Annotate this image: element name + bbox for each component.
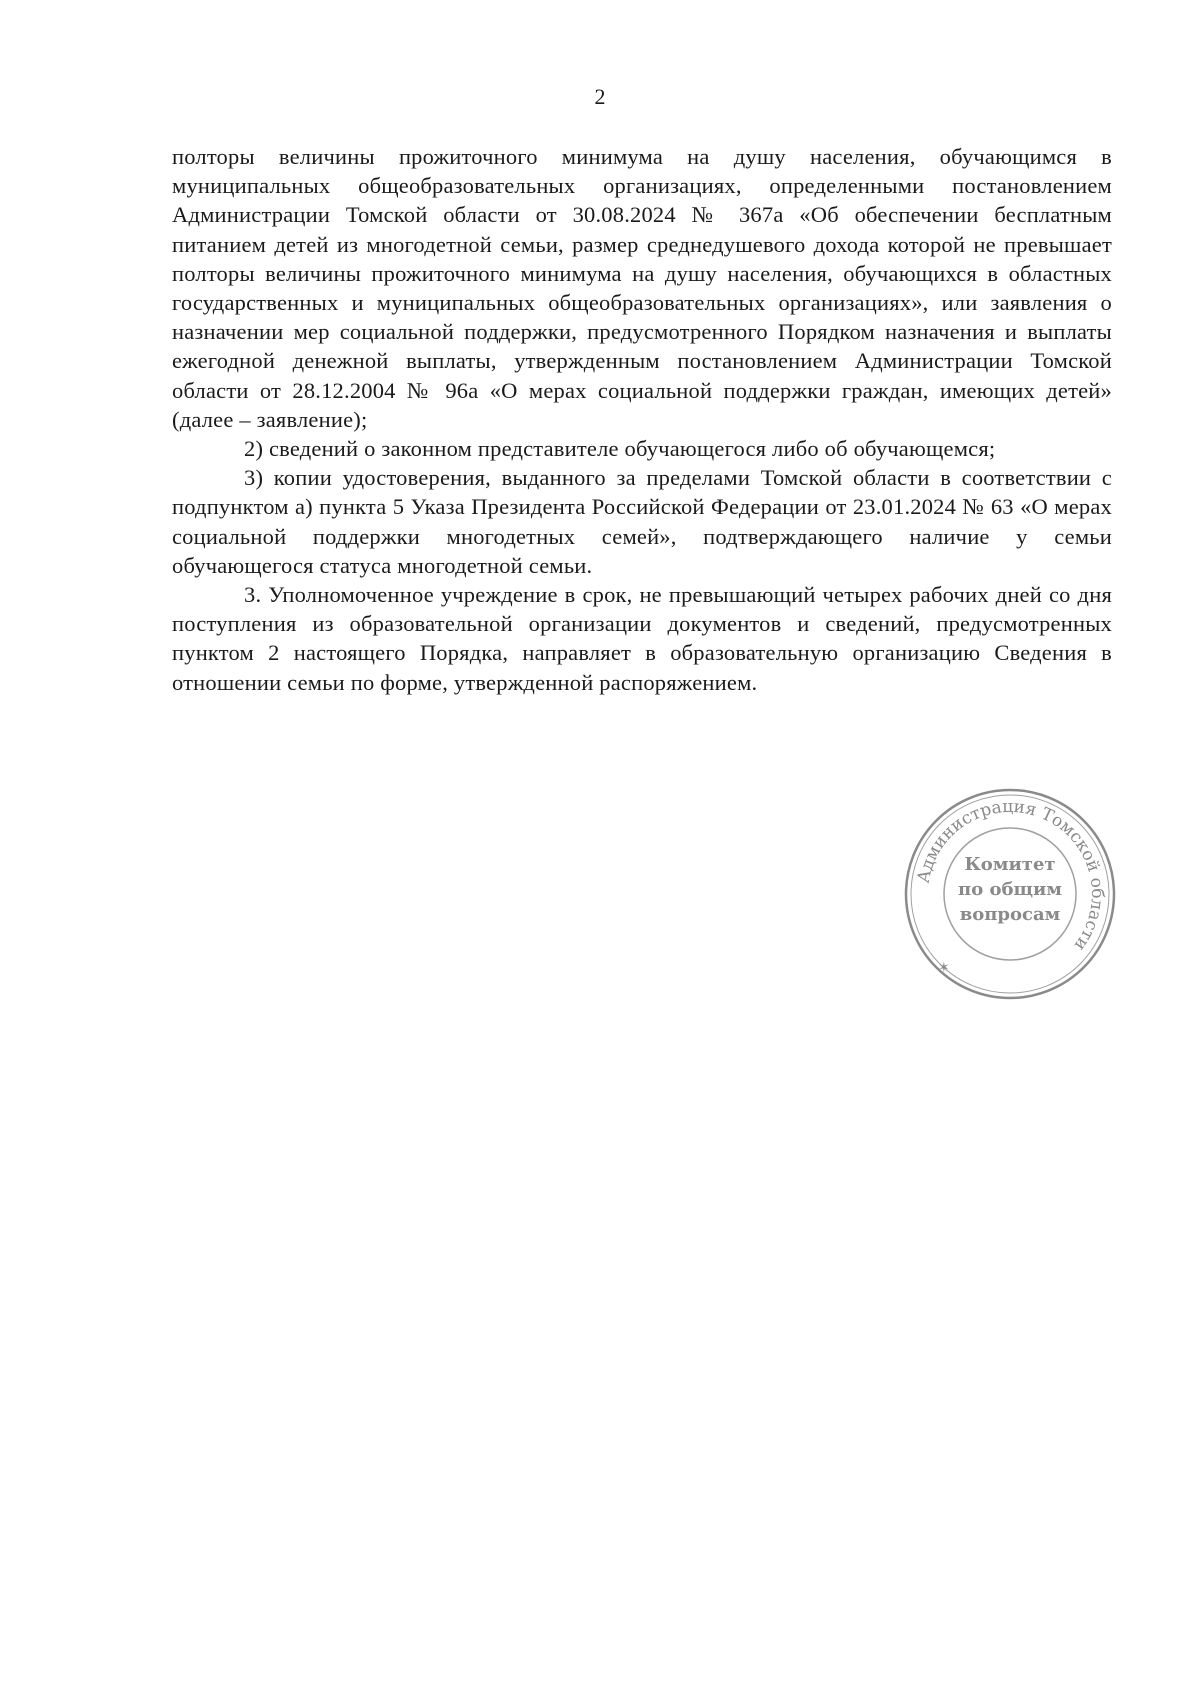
stamp-ring-text: Администрация Томской области [913, 796, 1108, 955]
stamp-center-line-2: по общим [958, 879, 1062, 900]
document-body [172, 142, 1112, 697]
official-stamp [902, 786, 1118, 1002]
stamp-center-line-3: вопросам [959, 904, 1061, 925]
paragraph-item-3: 3) копии удостоверения, выданного за пределами Томской области в соответствии с подпунктом а) пункта 5 Указа Президента Российской Федерации от 23.01.2024 № 63 «О мерах социальной поддержки многодетных семей», подтверждающего наличие у семьи обучающегося статуса многодетной семьи. [172, 465, 1112, 578]
stamp-center-line-1: Комитет [964, 854, 1056, 875]
paragraph-item-2: 2) сведений о законном представителе обучающегося либо об обучающемся; [244, 436, 996, 462]
page-number: 2 [594, 84, 606, 109]
paragraph-continuation: полторы величины прожиточного минимума на душу населения, обучающимся в муниципальных общеобразовательных организациях, определенными постановлением Администрации Томской области от 30.08.2024 № 367а «Об обеспечении бесплатным питанием детей из многодетной семьи, размер среднедушевого дохода которой не превышает полторы величины прожиточного минимума на душу населения, обучающихся в областных государственных и муниципальных общеобразовательных организациях», или заявления о назначении мер социальной поддержки, предусмотренного Порядком назначения и выплаты ежегодной денежной выплаты, утвержденным постановлением Администрации Томской области от 28.12.2004 № 96а «О мерах социальной поддержки граждан, имеющих детей» (далее – заявление); [172, 144, 1112, 432]
paragraph-point-3: 3. Уполномоченное учреждение в срок, не превышающий четырех рабочих дней со дня поступления из образовательной организации документов и сведений, предусмотренных пунктом 2 настоящего Порядка, направляет в образовательную организацию Сведения в отношении семьи по форме, утвержденной распоряжением. [172, 582, 1112, 695]
stamp-star-icon: ✶ [938, 960, 950, 976]
